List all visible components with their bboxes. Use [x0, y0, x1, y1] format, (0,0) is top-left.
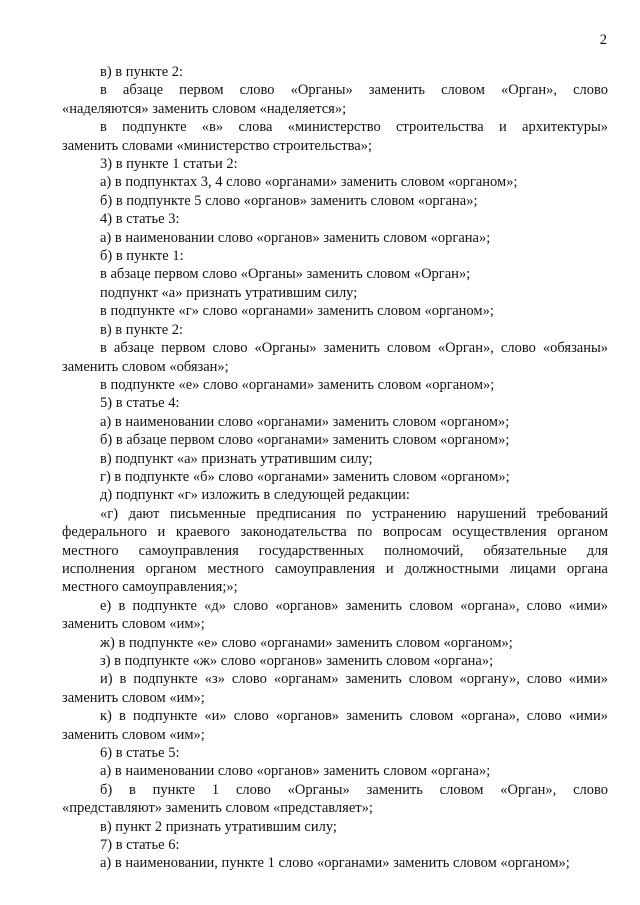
- paragraph: [62, 118, 608, 155]
- page-number: 2: [599, 32, 607, 48]
- text-line: а) в наименовании слово «органов» заменить словом «органа»;: [100, 763, 491, 780]
- paragraph: [62, 431, 608, 449]
- text-line: б) в пункте 1:: [100, 248, 184, 265]
- paragraph: [62, 173, 608, 191]
- text-line: заменить словом «им»;: [62, 689, 205, 706]
- paragraph: [62, 670, 608, 707]
- paragraph: [62, 192, 608, 210]
- text-line: в) пункт 2 признать утратившим силу;: [100, 818, 337, 835]
- text-line: в подпункте «в» слова «министерство строительства и архитектуры»: [100, 119, 608, 136]
- text-line: 7) в статье 6:: [100, 837, 180, 854]
- paragraph: [62, 762, 608, 780]
- text-line: б) в подпункте 5 слово «органов» заменить словом «органа»;: [100, 192, 478, 209]
- paragraph: [62, 210, 608, 228]
- paragraph: [62, 413, 608, 431]
- text-line: в) подпункт «а» признать утратившим силу;: [100, 450, 373, 467]
- text-line: ж) в подпункте «е» слово «органами» заменить словом «органом»;: [100, 634, 513, 651]
- text-line: в подпункте «г» слово «органами» заменить словом «органом»;: [100, 303, 494, 320]
- paragraph: [62, 321, 608, 339]
- text-line: «наделяются» заменить словом «наделяется»;: [62, 100, 347, 117]
- text-line: заменить словом «обязан»;: [62, 358, 229, 375]
- paragraph: [62, 265, 608, 283]
- text-line: а) в наименовании слово «органами» заменить словом «органом»;: [100, 413, 510, 430]
- paragraph: [62, 339, 608, 376]
- text-line: 4) в статье 3:: [100, 211, 180, 228]
- paragraph: [62, 450, 608, 468]
- text-line: местного самоуправления;»;: [62, 579, 238, 596]
- paragraph: [62, 63, 608, 81]
- paragraph: [62, 854, 608, 872]
- text-line: «представляют» заменить словом «представляет»;: [62, 800, 373, 817]
- paragraph: [62, 155, 608, 173]
- text-line: д) подпункт «г» изложить в следующей редакции:: [100, 487, 410, 504]
- paragraph: [62, 376, 608, 394]
- paragraph: [62, 468, 608, 486]
- paragraph: [62, 781, 608, 818]
- text-line: 6) в статье 5:: [100, 745, 180, 762]
- text-line: б) в абзаце первом слово «органами» заменить словом «органом»;: [100, 432, 510, 449]
- text-line: б) в пункте 1 слово «Органы» заменить словом «Орган», слово: [100, 781, 608, 798]
- text-line: в абзаце первом слово «Органы» заменить словом «Орган», слово «обязаны»: [100, 340, 608, 357]
- text-line: в) в пункте 2:: [100, 64, 184, 80]
- paragraph: [62, 836, 608, 854]
- text-line: «г) дают письменные предписания по устранению нарушений требований: [100, 505, 608, 522]
- text-line: в абзаце первом слово «Органы» заменить словом «Орган», слово: [100, 82, 608, 99]
- paragraph: [62, 744, 608, 762]
- text-line: заменить словом «им»;: [62, 726, 205, 743]
- text-line: заменить словами «министерство строительства»;: [62, 137, 372, 154]
- paragraph: [62, 284, 608, 302]
- paragraph: [62, 247, 608, 265]
- paragraph: [62, 81, 608, 118]
- paragraph: [62, 229, 608, 247]
- text-line: з) в подпункте «ж» слово «органов» заменить словом «органа»;: [100, 653, 494, 669]
- text-line: 5) в статье 4:: [100, 395, 180, 412]
- paragraph: [62, 597, 608, 634]
- text-line: а) в наименовании слово «органов» заменить словом «органа»;: [100, 229, 491, 246]
- paragraph: [62, 818, 608, 836]
- text-line: а) в наименовании, пункте 1 слово «органами» заменить словом «органом»;: [100, 855, 570, 872]
- text-line: а) в подпунктах 3, 4 слово «органами» заменить словом «органом»;: [100, 174, 518, 191]
- text-line: федерального и краевого законодательства по вопросам осуществления органом: [62, 524, 608, 541]
- paragraph: [62, 302, 608, 320]
- text-line: и) в подпункте «з» слово «органам» заменить словом «органу», слово «ими»: [100, 671, 608, 688]
- text-line: в абзаце первом слово «Органы» заменить словом «Орган»;: [100, 266, 471, 283]
- paragraph: [62, 707, 608, 744]
- text-line: местного самоуправления государственных полномочий, обязательные для: [62, 542, 608, 559]
- paragraph: [62, 505, 608, 597]
- paragraph: [62, 652, 608, 670]
- text-line: в подпункте «е» слово «органами» заменить словом «органом»;: [100, 376, 495, 393]
- text-line: 3) в пункте 1 статьи 2:: [100, 156, 238, 173]
- document-body: [62, 63, 608, 873]
- text-line: подпункт «а» признать утратившим силу;: [100, 284, 358, 301]
- text-line: заменить словом «им»;: [62, 616, 205, 633]
- text-line: г) в подпункте «б» слово «органами» заменить словом «органом»;: [100, 468, 510, 485]
- text-line: к) в подпункте «и» слово «органов» заменить словом «органа», слово «ими»: [100, 708, 608, 725]
- paragraph: [62, 486, 608, 504]
- paragraph: [62, 394, 608, 412]
- text-line: в) в пункте 2:: [100, 321, 184, 338]
- paragraph: [62, 634, 608, 652]
- text-line: е) в подпункте «д» слово «органов» заменить словом «органа», слово «ими»: [100, 597, 608, 614]
- text-line: исполнения органом местного самоуправления и должностными лицами органа: [62, 560, 608, 577]
